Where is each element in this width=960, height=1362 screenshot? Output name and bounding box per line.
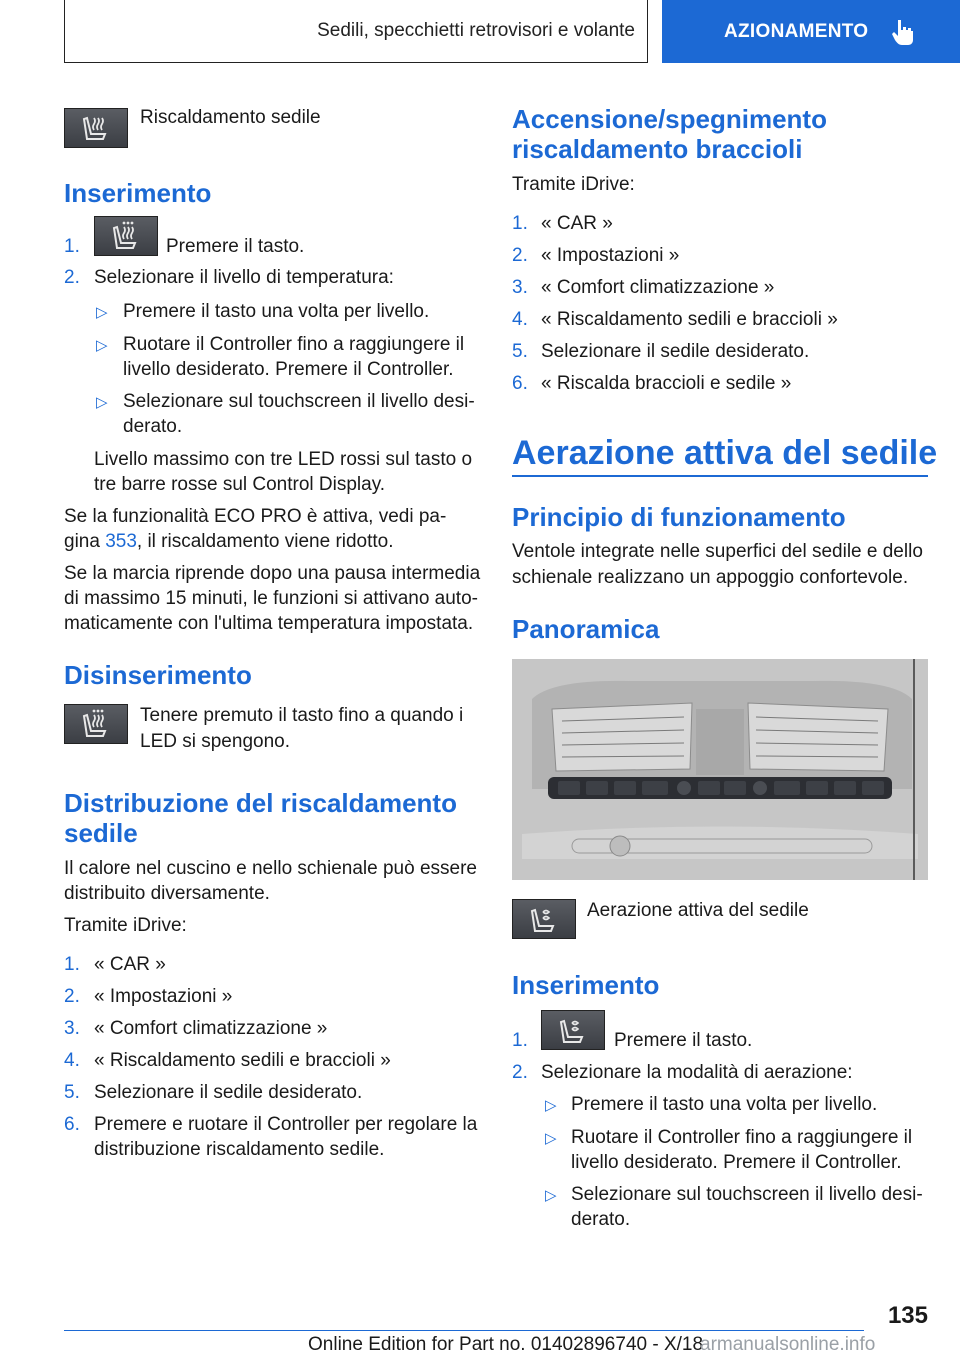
ins-note-line1: Livello massimo con tre LED rossi sul tasto o bbox=[94, 449, 473, 470]
chapter-title: Sedili, specchietti retrovisori e volante bbox=[317, 20, 635, 41]
disinserimento-heading: Disinserimento bbox=[64, 660, 252, 690]
vent-caption: Aerazione attiva del sedile bbox=[587, 900, 809, 921]
bullet-triangle-icon: ▷ bbox=[545, 1187, 557, 1204]
left-step1-num: 1. bbox=[64, 954, 80, 975]
right-step4-num: 4. bbox=[512, 309, 528, 330]
left-step6-num: 6. bbox=[64, 1114, 80, 1135]
right-step1-text: « CAR » bbox=[541, 213, 613, 234]
left-step3-num: 3. bbox=[64, 1018, 80, 1039]
right-ins-step2-text: Selezionare la modalità di aerazione: bbox=[541, 1062, 853, 1083]
page-link-353[interactable]: 353 bbox=[105, 531, 137, 552]
left-step6-text: Premere e ruotare il Controller per regolare la bbox=[94, 1114, 478, 1135]
armrest-heading-line1: Accensione/spegnimento bbox=[512, 104, 827, 134]
distrib-heading-line2: sedile bbox=[64, 818, 138, 848]
right-step3-text: « Comfort climatizzazione » bbox=[541, 277, 775, 298]
right-step6-text: « Riscalda braccioli e sedile » bbox=[541, 373, 792, 394]
seat-heating-icon bbox=[111, 221, 141, 251]
seat-ventilation-icon bbox=[558, 1015, 588, 1045]
inserimento-heading: Inserimento bbox=[64, 178, 212, 208]
right-step4-text: « Riscaldamento sedili e braccioli » bbox=[541, 309, 838, 330]
principio-heading: Principio di funzionamento bbox=[512, 502, 846, 532]
left-step2-num: 2. bbox=[64, 986, 80, 1007]
bullet-triangle-icon: ▷ bbox=[545, 1130, 557, 1147]
ins-step1-num: 1. bbox=[64, 236, 80, 257]
right-step5-text: Selezionare il sedile desiderato. bbox=[541, 341, 810, 362]
ins-bullet3-line1: Selezionare sul touchscreen il livello desi‐ bbox=[123, 391, 475, 412]
right-ins-bullet2-line1: Ruotare il Controller fino a raggiungere il bbox=[571, 1127, 913, 1148]
chapter-header bbox=[64, 0, 648, 63]
seat-heating-key-image bbox=[94, 216, 158, 256]
seat-heating-button-image bbox=[64, 108, 128, 148]
bullet-triangle-icon: ▷ bbox=[545, 1097, 557, 1114]
ins-bullet3-line2: derato. bbox=[123, 416, 183, 437]
pause-line1: Se la marcia riprende dopo una pausa intermedia bbox=[64, 563, 481, 584]
left-step4-text: « Riscaldamento sedili e braccioli » bbox=[94, 1050, 391, 1071]
section-title: AZIONAMENTO bbox=[724, 20, 869, 42]
watermark-text: armanualsonline.info bbox=[700, 1334, 876, 1355]
left-step1-text: « CAR » bbox=[94, 954, 166, 975]
left-step5-text: Selezionare il sedile desiderato. bbox=[94, 1082, 363, 1103]
ins-step2-num: 2. bbox=[64, 267, 80, 288]
right-step3-num: 3. bbox=[512, 277, 528, 298]
right-ins-bullet3-line2: derato. bbox=[571, 1209, 631, 1230]
distrib-heading-line1: Distribuzione del riscaldamento bbox=[64, 788, 457, 818]
section-tab bbox=[662, 0, 960, 63]
seat-heating-caption: Riscaldamento sedile bbox=[140, 107, 321, 128]
left-step5-num: 5. bbox=[64, 1082, 80, 1103]
ins-bullet2-line2: livello desiderato. Premere il Controller. bbox=[123, 359, 454, 380]
seat-heating-icon bbox=[81, 114, 111, 142]
right-ins-step1-text: Premere il tasto. bbox=[614, 1030, 753, 1051]
dis-text-line1: Tenere premuto il tasto fino a quando i bbox=[140, 705, 464, 726]
distrib-text-line2: distribuito diversamente. bbox=[64, 883, 270, 904]
seat-ventilation-icon bbox=[529, 904, 559, 934]
eco-line2-pre: gina bbox=[64, 531, 106, 552]
eco-line1: Se la funzionalità ECO PRO è attiva, vedi pa‐ bbox=[64, 506, 447, 527]
right-step2-text: « Impostazioni » bbox=[541, 245, 680, 266]
tramite-idrive-left: Tramite iDrive: bbox=[64, 915, 187, 936]
principio-line2: schienale realizzano un appoggio confortevole. bbox=[512, 567, 909, 588]
eco-line2 bbox=[64, 528, 394, 555]
hand-pointer-icon bbox=[890, 18, 916, 46]
panoramica-heading: Panoramica bbox=[512, 614, 660, 644]
right-step6-num: 6. bbox=[512, 373, 528, 394]
eco-line2-post: , il riscaldamento viene ridotto. bbox=[136, 531, 394, 552]
bullet-triangle-icon: ▷ bbox=[96, 337, 108, 354]
right-inserimento-heading: Inserimento bbox=[512, 970, 660, 1000]
ins-bullet1: Premere il tasto una volta per livello. bbox=[123, 301, 430, 322]
armrest-heading-line2: riscaldamento braccioli bbox=[512, 134, 803, 164]
seat-vent-button-image bbox=[512, 899, 576, 939]
right-step2-num: 2. bbox=[512, 245, 528, 266]
distrib-text-line1: Il calore nel cuscino e nello schienale può essere bbox=[64, 858, 477, 879]
left-step6-line2: distribuzione riscaldamento sedile. bbox=[94, 1139, 385, 1160]
right-ins-bullet3-line1: Selezionare sul touchscreen il livello desi‐ bbox=[571, 1184, 923, 1205]
vents-illustration bbox=[512, 659, 928, 880]
pause-line3: maticamente con l'ultima temperatura impostata. bbox=[64, 613, 474, 634]
ins-step2-text: Selezionare il livello di temperatura: bbox=[94, 267, 394, 288]
edition-text: Online Edition for Part no. 01402896740 - X/18 bbox=[308, 1334, 704, 1355]
right-ins-bullet2-line2: livello desiderato. Premere il Controller. bbox=[571, 1152, 902, 1173]
ins-bullet2-line1: Ruotare il Controller fino a raggiungere il bbox=[123, 334, 465, 355]
pause-line2: di massimo 15 minuti, le funzioni si attivano auto‐ bbox=[64, 588, 478, 609]
footer-rule bbox=[64, 1330, 864, 1331]
page-number: 135 bbox=[887, 1302, 928, 1329]
seat-vent-key-image bbox=[541, 1010, 605, 1050]
right-ins-bullet1: Premere il tasto una volta per livello. bbox=[571, 1094, 878, 1115]
dashboard-vents-photo bbox=[512, 659, 928, 880]
left-step4-num: 4. bbox=[64, 1050, 80, 1071]
ins-step1-text: Premere il tasto. bbox=[166, 236, 305, 257]
dis-text-line2: LED si spengono. bbox=[140, 731, 290, 752]
left-step2-text: « Impostazioni » bbox=[94, 986, 233, 1007]
seat-heating-icon bbox=[81, 709, 111, 739]
tramite-idrive-right: Tramite iDrive: bbox=[512, 174, 635, 195]
vent-chapter-title: Aerazione attiva del sedile bbox=[512, 434, 938, 472]
right-step1-num: 1. bbox=[512, 213, 528, 234]
ins-note-line2: tre barre rosse sul Control Display. bbox=[94, 474, 386, 495]
principio-line1: Ventole integrate nelle superfici del sedile e dello bbox=[512, 541, 923, 562]
right-step5-num: 5. bbox=[512, 341, 528, 362]
right-ins-step2-num: 2. bbox=[512, 1062, 528, 1083]
bullet-triangle-icon: ▷ bbox=[96, 394, 108, 411]
title-rule bbox=[512, 475, 928, 477]
right-ins-step1-num: 1. bbox=[512, 1030, 528, 1051]
left-step3-text: « Comfort climatizzazione » bbox=[94, 1018, 328, 1039]
bullet-triangle-icon: ▷ bbox=[96, 304, 108, 321]
seat-heating-off-button-image bbox=[64, 704, 128, 744]
